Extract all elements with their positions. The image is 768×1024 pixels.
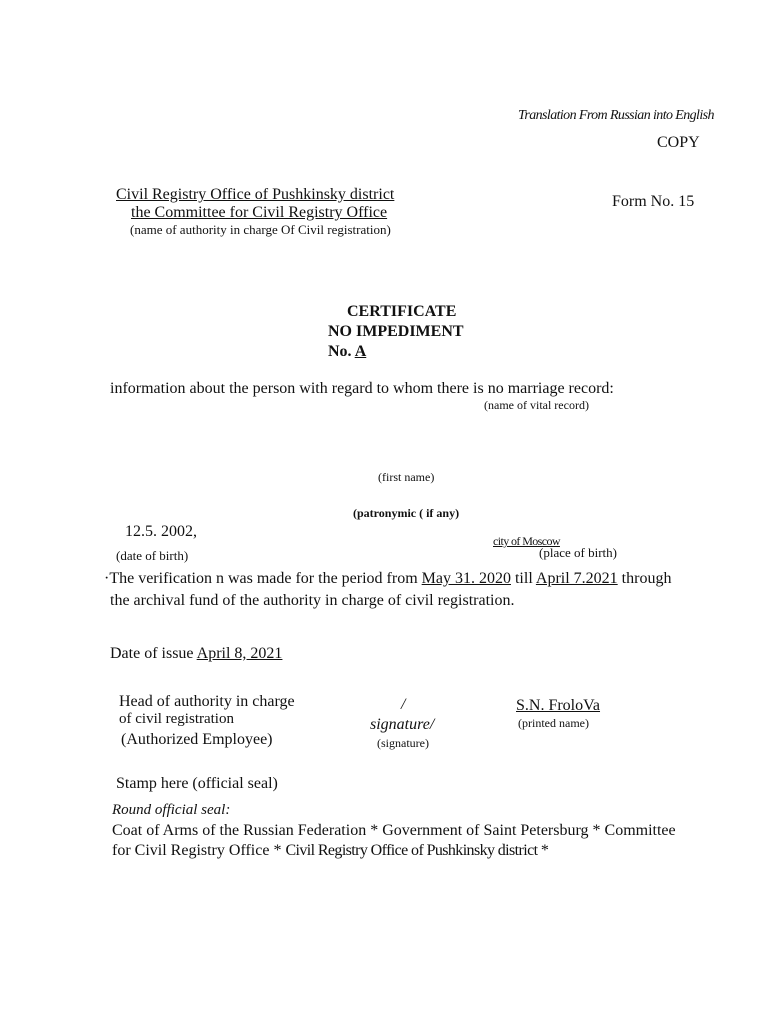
first-name-caption: (first name) [378, 470, 435, 484]
verification-from-date: May 31. 2020 [421, 570, 511, 587]
copy-label: COPY [657, 134, 700, 151]
head-line-1: Head of authority in charge [119, 693, 295, 710]
authority-caption: (name of authority in charge Of Civil registration) [130, 222, 391, 237]
date-of-birth-value: 12.5. 2002, [125, 523, 197, 540]
verification-lead-mark: · [104, 570, 110, 587]
vital-record-caption: (name of vital record) [484, 398, 589, 412]
number-prefix: No. [328, 343, 352, 360]
date-of-birth-caption: (date of birth) [116, 548, 189, 563]
seal-line-1: Coat of Arms of the Russian Federation * Government of Saint Petersburg * Committee [112, 822, 676, 839]
date-of-issue-value: April 8, 2021 [196, 645, 283, 662]
record-info-text: information about the person with regard to whom there is no marriage record: [110, 380, 614, 397]
seal-line-2 [112, 842, 548, 860]
authority-line-2: the Committee for Civil Registry Office [131, 204, 388, 221]
head-line-3: (Authorized Employee) [121, 731, 273, 748]
patronymic-caption: (patronymic ( if any) [353, 506, 460, 520]
verification-text-1: The verification n was made for the period from [109, 570, 418, 587]
number-value: A [354, 343, 367, 360]
certificate-title: CERTIFICATE [347, 303, 457, 320]
no-impediment-title: NO IMPEDIMENT [328, 323, 464, 340]
place-of-birth-value: city of Moscow [493, 534, 560, 548]
printed-name: S.N. FroloVa [516, 697, 601, 714]
printed-name-caption: (printed name) [518, 716, 589, 730]
verification-line-2: the archival fund of the authority in charge of civil registration. [110, 592, 515, 609]
date-of-issue [110, 645, 282, 663]
date-of-issue-label: Date of issue [110, 645, 194, 662]
round-seal-label: Round official seal: [112, 802, 231, 818]
signature-slash: / [401, 696, 406, 713]
place-of-birth-caption: (place of birth) [539, 545, 617, 560]
signature-caption: (signature) [377, 736, 429, 750]
signature-text: signature/ [370, 716, 435, 733]
seal-line-2b: Civil Registry Office of Pushkinsky district * [285, 842, 549, 859]
verification-text-3: through [621, 570, 672, 587]
translation-note: Translation From Russian into English [518, 108, 714, 123]
certificate-number [328, 343, 366, 361]
verification-till-date: April 7.2021 [535, 570, 618, 587]
stamp-text: Stamp here (official seal) [116, 775, 278, 792]
verification-line-1 [104, 570, 671, 588]
seal-line-2a: for Civil Registry Office * [112, 842, 282, 859]
head-line-2: of civil registration [119, 711, 234, 727]
form-number: Form No. 15 [612, 193, 695, 210]
authority-line-1: Civil Registry Office of Pushkinsky district [116, 186, 395, 203]
verification-text-2: till [514, 570, 533, 587]
